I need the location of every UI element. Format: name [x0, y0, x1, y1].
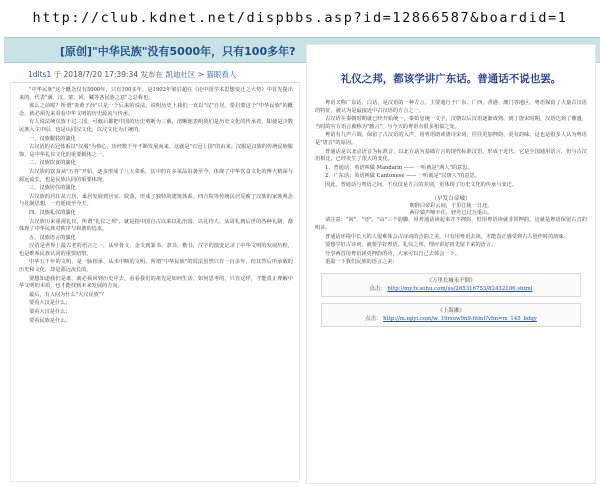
right-paragraph: 古汉语在秦朝时期就已经开始统一，秦始皇统一文字，汉朝以后汉语逐渐成熟。到了唐宋时期，汉语达到了鼎盛，当时的官方语言被称为"雅言"，与今天的粤语有很多相似之处。 — [315, 116, 587, 130]
left-paragraph: 古汉族的饮食从"五谷"开始，逐步形成了八大菜系，其中的许多菜品沿袭至今，体现了中华饮食文化的博大精深与源远流长，也是民族认同的重要体现。 — [19, 168, 293, 183]
right-paragraph: 要想学好古诗词，就要学好粤语。礼仪之邦，理应讲好祖先留下来的语言。 — [325, 242, 497, 249]
left-paragraph: 汉语是世界上最古老的语言之一，从甲骨文、金文到篆书、隶书、楷书，汉字的演变记录了中华文明的发展历程，也是维系民族认同的重要纽带。 — [19, 243, 293, 257]
video-title-1: 《万里长城永不倒》 — [426, 277, 476, 284]
left-paragraph: 要看民族是什么。 — [29, 317, 71, 324]
left-paragraph: 要想知道我们是谁，就必须回到历史中去，看看我们的祖先是如何生活、如何思考的。只有这样，才能真正理解中华文明的本质，也才能找到未来发展的方向。 — [19, 275, 293, 290]
left-paragraph: 要看大汉是什么； — [29, 309, 71, 316]
right-paragraph: 普通话环境中长大的人很难体会古诗词的音韵之美，只有用粤语去读，才能真正感受到古人创作时的韵味。 — [325, 233, 569, 240]
board-link[interactable]: 凯迪社区 — [165, 70, 196, 79]
poem-heading: （早发白帝城） — [431, 195, 471, 202]
right-paragraph: 普通话是以北京语音为标准音、以北方话为基础方言的现代标准汉语，形成于近代。它是全国通用语言，但与古汉语相比，已经发生了很大的变化。 — [315, 148, 587, 163]
poem-title: 朝辞白帝彩云间，千里江陵一日还。 — [409, 202, 493, 209]
left-section-heading: 三、汉族居住的演化 — [29, 185, 76, 192]
left-paragraph: 有人说法统汉族不过三国，可截后都把中国的历史剪断为三截，清晰地表明我们是历史文化的传承者，即使是少数民族入主中原，也是认同汉文化，以汉文化为正统的。 — [19, 119, 293, 133]
right-column — [306, 44, 596, 484]
right-paragraph: 粤语又称广东话、白话，是汉语的一种方言，主要通行于广东、广西、香港、澳门等地区。粤语保留了大量古汉语的特征，被认为是最接近中古汉语的方言之一。 — [315, 100, 587, 114]
left-section-heading: 二、汉族饮食的演化 — [29, 160, 76, 167]
right-paragraph: 粤语有九声六调，保留了古汉语的入声，用粤语朗读唐诗宋词，往往更加押韵、更有韵味。这也是很多人认为粤语是"唐音"的原因。 — [315, 132, 587, 146]
lead-heading: 礼仪之邦，都该学讲广东话。普通话不说也罢。 — [340, 73, 562, 85]
left-paragraph: 古汉语的衣冠体系以"汉服"为核心，历经数千年不断发展而来。这就是"衣冠上国"的由来。汉服是汉族的传统民族服饰，是中华礼仪文化的重要载体之一。 — [19, 144, 293, 158]
left-section-heading: 一、汉族服装的演化 — [29, 135, 76, 142]
left-section-heading: 五、汉族语言的演化 — [29, 234, 76, 241]
video-title-2: 《上海滩》 — [437, 307, 465, 314]
left-paragraph: "中华民族"这个概念仅有5000年，只有100多年，是1902年梁启超在《论中国学术思想变迁之大势》中首先提出来的。代表"满、汉、蒙、回、藏等各民族之意"之总称也。 — [19, 87, 293, 101]
breadcrumb-separator: > — [197, 70, 205, 79]
post-meta — [28, 69, 236, 80]
left-paragraph: 中华五千年的文明，是一脉相承、从未中断的文明。所谓"中华民族"的说法虽然只有一百多年，但其背后所承载的历史和文化，却是源远流长的。 — [19, 259, 293, 274]
left-paragraph: 最后，有人问为什么"大汉民族"？ — [29, 291, 107, 298]
video-url-link-1[interactable]: http://my.tv.sohu.com/us/265316753/82432106.shtml — [387, 285, 533, 292]
left-paragraph: 要看大汉是什么； — [29, 300, 71, 307]
link-prefix-2: 点击： — [365, 315, 382, 322]
video-url-link-2[interactable]: http://m.iqiyi.com/w_19rsow9n9.html?vfm=m_145_bdqy — [383, 315, 537, 322]
right-paragraph: 因此，普通话与粤语之间，不仅仅是方言的差别，更体现了历史文化的传承与变迁。 — [325, 181, 517, 188]
left-paragraph: 那么之前呢？所谓"炎黄子孙"只是一个后来的说法，说明历史上我们一直以"汉"自居。要启蒙这个"中华民族"的概念，就必须先来看看中华文明的历史源流与传承。 — [19, 103, 293, 117]
left-paragraph: 古汉族历来重视礼仪，所谓"礼仪之邦"，就是指中国自古以来以礼治国、以礼待人。从周礼到后世的各种礼制，都体现了中华民族对秩序与和谐的追求。 — [19, 218, 293, 233]
right-paragraph: 2、广东话：英语叫做 Cantonese —— 一听就是"汉唐人"的意思。 — [325, 173, 480, 180]
video-link-box-1 — [321, 273, 581, 297]
video-link-box-2 — [321, 303, 581, 327]
sub-board-link[interactable]: 猫眼看人 — [206, 70, 237, 79]
right-paragraph: 重温一下我们民族的语言之美： — [325, 259, 398, 266]
right-paragraph: 请注意："间"、"还"、"山"三个韵脚，用普通话读起来并不押韵，但用粤语读就非常押韵。这就是粤语保留古音的明证。 — [315, 217, 587, 231]
left-section-heading: 四、汉族礼仪的演化 — [29, 209, 76, 216]
meta-prefix: 于 2018/7/20 17:39:34 发布在 — [53, 70, 163, 79]
right-paragraph: 分享两首用粤语读更押韵的诗，大家可以自己去体会一下。 — [325, 250, 460, 257]
post-title[interactable]: [原创]"中华民族"没有5000年，只有100多年? — [60, 45, 296, 58]
link-prefix-1: 点击： — [369, 285, 386, 292]
author-link[interactable]: 1dlts1 — [28, 70, 52, 79]
left-column — [10, 82, 300, 482]
url-text: http://club.kdnet.net/dispbbs.asp?id=12866587&boardid=1 — [32, 10, 568, 26]
right-paragraph: 1、普通话：英语叫做 Mandarin —— 一听就是"满人"的意思。 — [325, 164, 473, 171]
left-paragraph: 古汉族的居住从穴居、巢居发展到宫室、院落，形成了独特的建筑体系。四合院等传统民居反映了汉族的家族观念与礼制思想，一直延续至今天。 — [19, 193, 293, 208]
poem-line: 两岸猿声啼不住，轻舟已过万重山。 — [409, 209, 493, 216]
url-bar[interactable] — [0, 0, 600, 36]
